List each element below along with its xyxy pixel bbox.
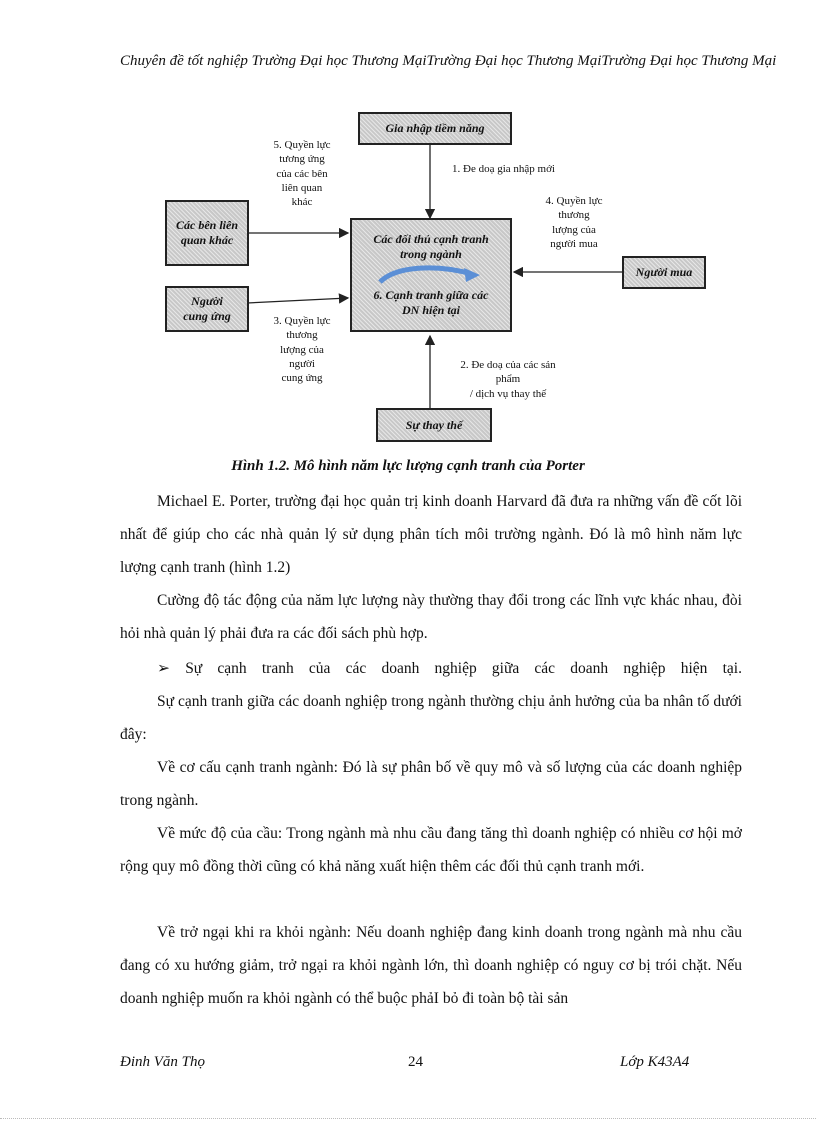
box-potential-entrants-label: Gia nhập tiềm năng xyxy=(385,121,485,135)
bottom-divider xyxy=(0,1118,816,1119)
label-threat-new-entrants: 1. Đe doạ gia nhập mới xyxy=(452,163,555,175)
box-potential-entrants xyxy=(358,112,512,145)
footer-author: Đinh Văn Thọ xyxy=(120,1054,206,1070)
bullet-arrow-icon: ➢ xyxy=(157,660,170,677)
bullet-heading: ➢ Sự cạnh tranh của các doanh nghiệp giữa các doanh nghiệp hiện tại. xyxy=(157,652,742,685)
box-rivals-line1: Các đối thủ cạnh tranh xyxy=(373,232,489,246)
box-suppliers-line1: Người xyxy=(191,294,223,308)
porter-five-forces-diagram xyxy=(160,108,720,448)
box-substitutes xyxy=(376,408,492,442)
footer-class: Lớp K43A4 xyxy=(620,1054,690,1070)
label-power-buyers: 4. Quyền lực thương lượng của người mua xyxy=(545,195,603,250)
label-power-suppliers: 3. Quyền lực thương lượng của người cung ứng xyxy=(273,315,331,385)
box-buyers xyxy=(622,256,706,289)
box-rivals-line2: trong ngành xyxy=(400,247,462,261)
box-industry-rivals xyxy=(350,218,512,332)
rivalry-swirl-icon xyxy=(376,262,486,288)
paragraph-demand-level: Về mức độ của cầu: Trong ngành mà nhu cầu đang tăng thì doanh nghiệp có nhiều cơ hội mở rộng quy mô đồng thời cũng có khả năng xuất hiện thêm các đối thủ cạnh tranh mới. xyxy=(120,825,742,875)
page-header: Chuyên đề tốt nghiệp Trường Đại học Thương MạiTrường Đại học Thương MạiTrường Đại học Thương Mại xyxy=(120,53,777,69)
box-other-stakeholders xyxy=(165,200,249,266)
box-stakeholders-line1: Các bên liên xyxy=(176,218,238,232)
box-buyers-label: Người mua xyxy=(635,265,693,279)
paragraph-intensity: Cường độ tác động của năm lực lượng này thường thay đổi trong các lĩnh vực khác nhau, đòi hỏi nhà quản lý phải đưa ra các đối sách phù hợp. xyxy=(120,592,742,642)
paragraph-three-factors: Sự cạnh tranh giữa các doanh nghiệp trong ngành thường chịu ảnh hưởng của ba nhân tố dưới đây: xyxy=(120,693,742,743)
paragraph-competitive-structure: Về cơ cấu cạnh tranh ngành: Đó là sự phân bố về quy mô và số lượng của các doanh nghiệp trong ngành. xyxy=(120,759,742,809)
paragraph-exit-barriers: Về trở ngại khi ra khỏi ngành: Nếu doanh nghiệp đang kinh doanh trong ngành mà nhu cầu đang có xu hướng giảm, trở ngại ra khỏi ngành lớn, thì doanh nghiệp có nguy cơ bị trói chặt. Nếu doanh nghiệp muốn ra khỏi ngành có thể buộc phảI bỏ đi toàn bộ tài sản xyxy=(120,924,742,1007)
footer-page-number: 24 xyxy=(408,1054,423,1070)
box-stakeholders-line2: quan khác xyxy=(180,233,234,247)
paragraph-porter-intro: Michael E. Porter, trường đại học quản trị kinh doanh Harvard đã đưa ra những vấn đề cốt lõi nhất để giúp cho các nhà quản lý sử dụng phân tích môi trường ngành. Đó là mô hình năm lực lượng cạnh tranh (hình 1.2) xyxy=(120,493,742,576)
box-suppliers-line2: cung ứng xyxy=(183,309,231,323)
label-threat-substitutes: 2. Đe doạ của các sản phẩm / dịch vụ thay thế xyxy=(460,359,556,400)
label-power-stakeholders: 5. Quyền lực tương ứng của các bên liên quan khác xyxy=(273,139,331,209)
box-rivals-line4: DN hiện tại xyxy=(401,303,460,317)
box-rivals-line3: 6. Cạnh tranh giữa các xyxy=(373,288,489,302)
figure-caption: Hình 1.2. Mô hình năm lực lượng cạnh tranh của Porter xyxy=(231,458,585,474)
box-substitutes-label: Sự thay thế xyxy=(405,417,463,432)
box-suppliers xyxy=(165,286,249,332)
arrow-suppliers xyxy=(247,298,348,303)
